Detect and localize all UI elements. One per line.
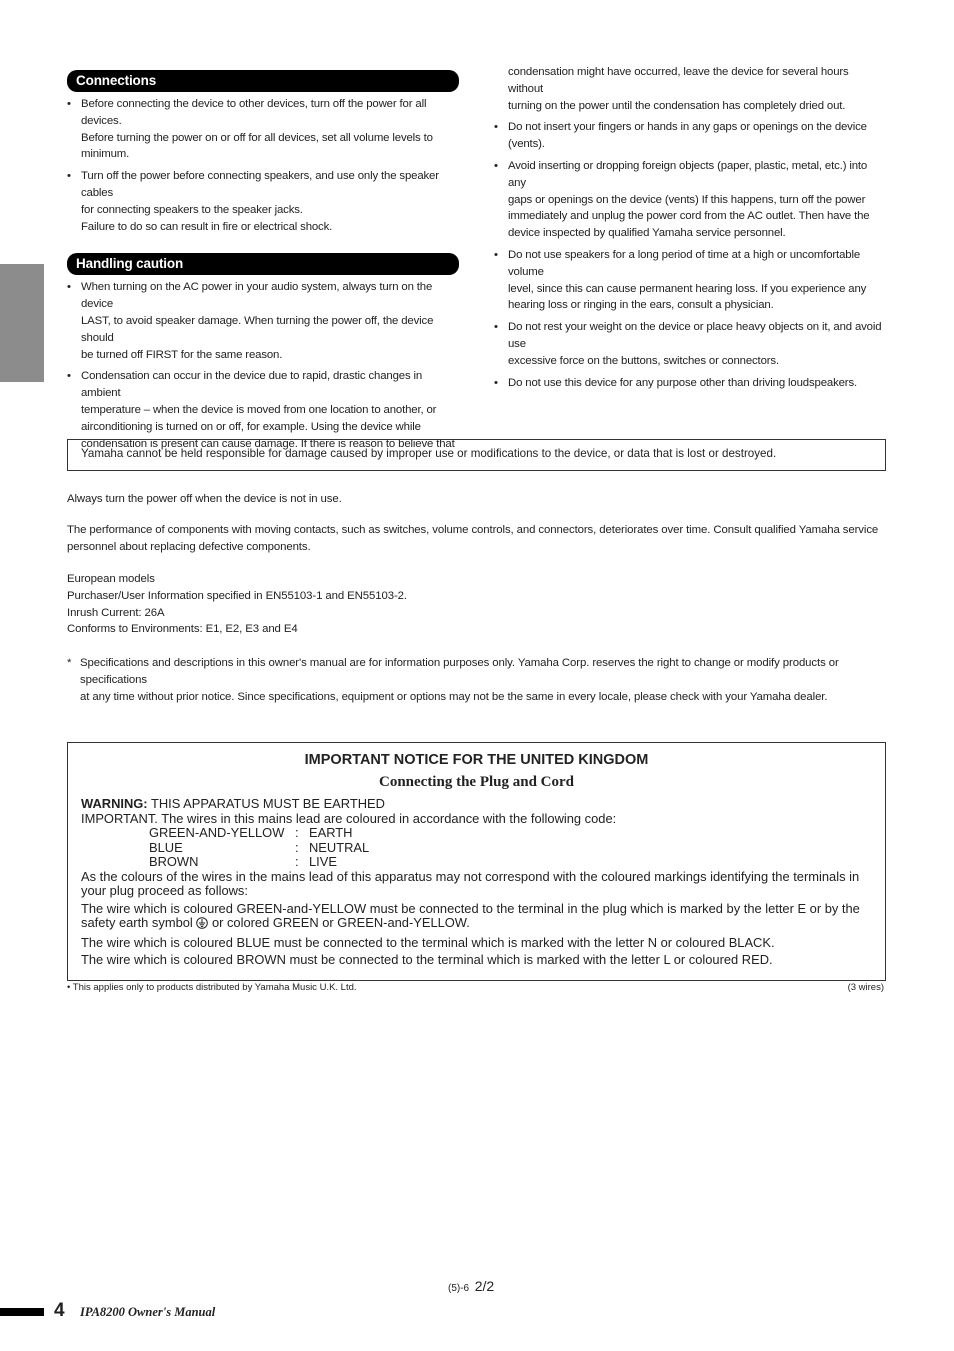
wires-note: (3 wires): [847, 982, 884, 993]
right-column: [494, 64, 886, 396]
applies-note: • This applies only to products distributed by Yamaha Music U.K. Ltd.: [67, 982, 357, 993]
page-code: (5)-6 2/2: [448, 1278, 495, 1294]
bullet-icon: •: [494, 248, 498, 261]
list-item: • Do not insert your fingers or hands in any gaps or openings on the device (vents).: [494, 121, 867, 151]
footer-bar: [0, 1308, 44, 1316]
power-off-text: Always turn the power off when the device is not in use.: [67, 493, 342, 505]
bullet-icon: •: [67, 170, 71, 183]
manual-title: IPA8200 Owner's Manual: [80, 1305, 216, 1319]
section-tab: [0, 264, 44, 382]
specification-note: * Specifications and descriptions in this owner's manual are for information purposes only. Yamaha Corp. reserves the right to change or modify products or specifications at any time without prior notice. Since specifications, equipment or options may not be the same in every locale, please check with your Yamaha dealer.: [67, 657, 839, 703]
wire-code-row: GREEN-AND-YELLOW : EARTH: [149, 825, 353, 840]
wire-code-row: BROWN : LIVE: [149, 854, 337, 869]
wire-code-row: BLUE : NEUTRAL: [149, 839, 370, 855]
bullet-icon: •: [494, 159, 498, 172]
important-line: IMPORTANT. The wires in this mains lead are coloured in accordance with the following code:: [81, 810, 617, 826]
performance-text: The performance of components with moving contacts, such as switches, volume controls, and connectors, deteriorates over time. Consult qualified Yamaha service personnel about replacing defective components.: [67, 524, 879, 553]
asterisk: *: [67, 657, 72, 669]
warning-label: WARNING:: [81, 796, 148, 811]
colours-paragraph: As the colours of the wires in the mains lead of this apparatus may not correspond with the coloured markings identifying the terminals in your plug proceed as follows:: [81, 868, 860, 898]
bullet-icon: •: [494, 376, 498, 389]
list-item: • When turning on the AC power in your audio system, always turn on the device LAST, to avoid speaker damage. When turning the power off, the device should be turned off FIRST for the same reason.: [67, 281, 434, 361]
handling-list: [67, 279, 459, 452]
connections-heading: Connections: [67, 70, 459, 92]
brown-paragraph: The wire which is coloured BROWN must be connected to the terminal which is marked with the letter L or coloured RED.: [81, 952, 773, 967]
handling-list-continued: [494, 119, 886, 391]
continued-text: condensation might have occurred, leave the device for several hours without turning on the power until the condensation has completely dried out.: [508, 66, 849, 112]
list-item: • Do not use speakers for a long period of time at a high or uncomfortable volume level, since this can cause permanent hearing loss. If you experience any hearing loss or ringing in the ears, consult a physician.: [494, 248, 867, 312]
list-item: • Before connecting the device to other devices, turn off the power for all devices. Before turning the power on or off for all devices, set all volume levels to minimum.: [67, 98, 433, 161]
bullet-icon: •: [67, 370, 71, 383]
disclaimer-text: Yamaha cannot be held responsible for damage caused by improper use or modifications to the device, or data that is lost or destroyed.: [81, 447, 777, 460]
list-item: • Condensation can occur in the device due to rapid, drastic changes in ambient temperature – when the device is moved from one location to another, or airconditioning is turned on or off, for example. Using the device while condensation is present can cause damage. If there is reason to believe that: [67, 370, 455, 450]
uk-notice-title: IMPORTANT NOTICE FOR THE UNITED KINGDOM: [304, 752, 649, 768]
warning-line: WARNING: THIS APPARATUS MUST BE EARTHED: [81, 796, 385, 811]
bullet-icon: •: [494, 121, 498, 134]
bullet-icon: •: [67, 98, 71, 110]
earth-symbol-icon: [196, 917, 208, 933]
bullet-icon: •: [494, 321, 498, 334]
blue-paragraph: The wire which is coloured BLUE must be connected to the terminal which is marked with the letter N or coloured BLACK.: [81, 934, 775, 950]
list-item: • Do not rest your weight on the device or place heavy objects on it, and avoid use excessive force on the buttons, switches or connectors.: [494, 321, 882, 367]
uk-notice-body: [81, 797, 871, 968]
disclaimer-box: [67, 439, 886, 471]
green-yellow-paragraph: The wire which is coloured GREEN-and-YELLOW must be connected to the terminal in the plug which is marked by the letter E or by the safety earth symbol or colored GREEN or GREEN-and-YELLOW.: [81, 902, 871, 933]
list-item: • Do not use this device for any purpose other than driving loudspeakers.: [494, 375, 886, 392]
handling-heading: Handling caution: [67, 253, 459, 275]
left-column: [67, 70, 459, 457]
bullet-icon: •: [67, 281, 71, 294]
list-item: • Avoid inserting or dropping foreign objects (paper, plastic, metal, etc.) into any gaps or openings on the device (vents) If this happens, turn off the power immediately and unplug the power cord from the AC outlet. Then have the device inspected by qualified Yamaha service personnel.: [494, 159, 870, 240]
page-number: 4: [54, 1300, 65, 1321]
european-models-text: European models Purchaser/User Information specified in EN55103-1 and EN55103-2. Inrush Current: 26A Conforms to Environments: E1, E2, E3 and E4: [67, 573, 407, 636]
list-item: • Turn off the power before connecting speakers, and use only the speaker cables for connecting speakers to the speaker jacks. Failure to do so can result in fire or electrical shock.: [67, 170, 439, 233]
uk-notice-subtitle: Connecting the Plug and Cord: [378, 774, 575, 790]
connections-list: [67, 96, 459, 235]
uk-notice-box: [67, 742, 886, 981]
